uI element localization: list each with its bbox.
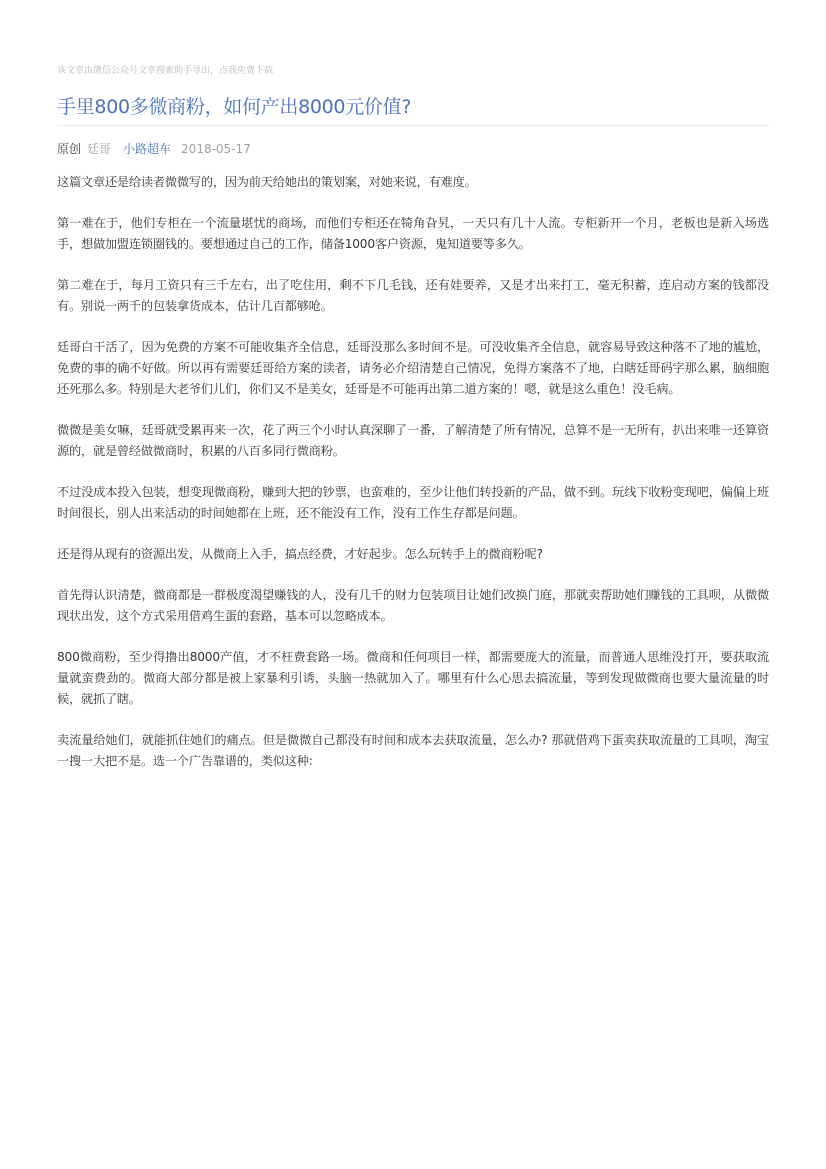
paragraph: 卖流量给她们，就能抓住她们的痛点。但是微微自己都没有时间和成本去获取流量，怎么办? 那就借鸡下蛋卖获取流量的工具呗，淘宝一搜一大把不是。选一个广告靠谱的，类似这种:: [57, 733, 769, 768]
paragraph: 廷哥白干活了，因为免费的方案不可能收集齐全信息，廷哥没那么多时间不是。可没收集齐全信息，就容易导致这种落不了地的尴尬，免费的事的确不好做。所以再有需要廷哥给方案的读者，请务必介绍清楚自己情况，免得方案落不了地，白瞎廷哥码字那么累，脑细胞还死那么多。特别是大老爷们儿们，你们又不是美女，廷哥是不可能再出第二道方案的！嗯，就是这么重色！没毛病。: [57, 340, 769, 396]
article-body: [57, 172, 769, 792]
author-name: 廷哥: [87, 142, 112, 156]
article-meta: [57, 140, 251, 158]
paragraph: 第一难在于，他们专柜在一个流量堪忧的商场，而他们专柜还在犄角旮旯，一天只有几十人流。专柜新开一个月，老板也是新入场选手，想做加盟连锁圈钱的。要想通过自己的工作，储备1000客户资源，鬼知道要等多久。: [57, 216, 769, 251]
paragraph: 这篇文章还是给读者微微写的，因为前天给她出的策划案，对她来说，有难度。: [57, 175, 477, 189]
paragraph: 首先得认识清楚，微商都是一群极度渴望赚钱的人，没有几千的财力包装项目让她们改换门庭，那就卖帮助她们赚钱的工具呗，从微微现状出发，这个方式采用借鸡生蛋的套路，基本可以忽略成本。: [57, 588, 769, 623]
publish-date: 2018-05-17: [181, 142, 251, 156]
paragraph: 第二难在于，每月工资只有三千左右，出了吃住用，剩不下几毛钱，还有娃要养，又是才出来打工，毫无积蓄，连启动方案的钱都没有。别说一两千的包装拿货成本，估计几百都够呛。: [57, 278, 769, 313]
original-badge: 原创: [57, 142, 82, 156]
account-link[interactable]: 小路超车: [123, 142, 172, 156]
export-note-link[interactable]: 该文章由微信公众号文章搜索助手导出，点我免费下载: [57, 66, 274, 76]
article-title: 手里800多微商粉，如何产出8000元价值?: [57, 94, 769, 126]
paragraph: 还是得从现有的资源出发，从微商上入手，搞点经费，才好起步。怎么玩转手上的微商粉呢?: [57, 547, 543, 561]
paragraph: 800微商粉，至少得撸出8000产值，才不枉费套路一场。微商和任何项目一样，都需要庞大的流量，而普通人思维没打开，要获取流量就蛮费劲的。微商大部分都是被上家暴利引诱，头脑一热就加入了。哪里有什么心思去搞流量，等到发现做微商也要大量流量的时候，就抓了瞎。: [57, 650, 769, 706]
paragraph: 不过没成本投入包装，想变现微商粉，赚到大把的钞票，也蛮难的，至少让他们转投新的产品，做不到。玩线下收粉变现吧，偏偏上班时间很长，别人出来活动的时间她都在上班，还不能没有工作，没有工作生存都是问题。: [57, 485, 769, 520]
paragraph: 微微是美女嘛，廷哥就受累再来一次，花了两三个小时认真深聊了一番，了解清楚了所有情况，总算不是一无所有，扒出来唯一还算资源的，就是曾经做微商时，积累的八百多同行微商粉。: [57, 423, 769, 458]
